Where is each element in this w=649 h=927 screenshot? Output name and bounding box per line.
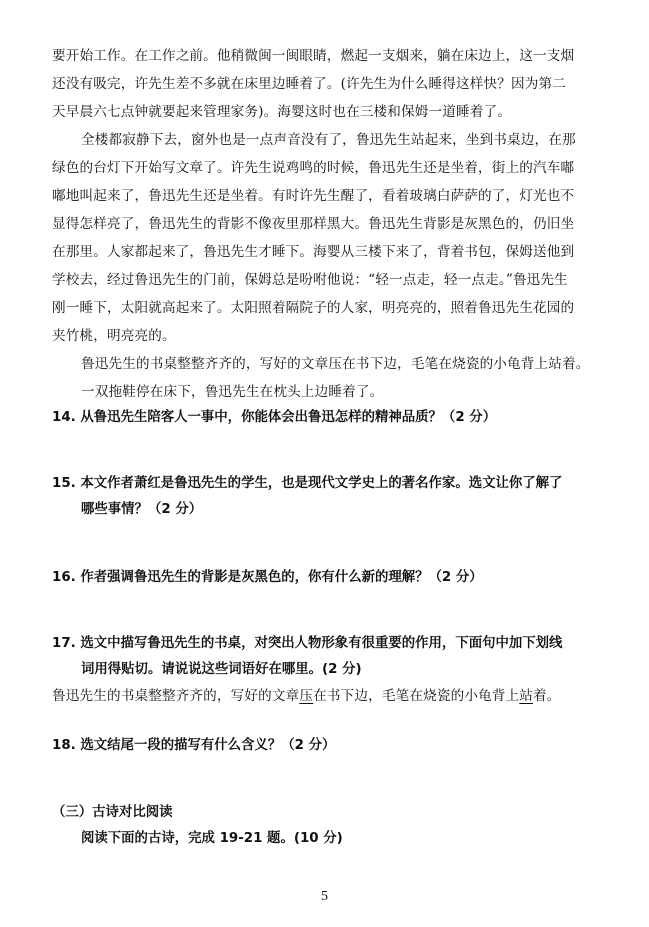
question-16: 16. 作者强调鲁迅先生的背影是灰黑色的，你有什么新的理解？（2 分） [52,570,483,585]
sentence-part: 鲁迅先生的书桌整整齐齐的，写好的文章 [52,688,300,704]
question-17-sentence [52,684,561,704]
underlined-word-zhan: 站 [519,688,534,704]
passage-line: 嘟地叫起来了，鲁迅先生还是坐着。有时许先生醒了，看着玻璃白萨萨的了，灯光也不 [52,188,575,204]
question-15-continuation: 哪些事情？（2 分） [81,502,203,517]
passage-line: 天早晨六七点钟就要起来管理家务)。海婴这时也在三楼和保姆一道睡着了。 [52,104,511,120]
passage-line: 鲁迅先生的书桌整整齐齐的，写好的文章压在书下边，毛笔在烧瓷的小龟背上站着。 [81,356,590,372]
passage-line: 一双拖鞋停在床下，鲁迅先生在枕头上边睡着了。 [81,384,384,400]
passage-line: 要开始工作。在工作之前。他稍微闽一闽眼睛，燃起一支烟来，躺在床边上，这一支烟 [52,48,575,64]
section-instruction: 阅读下面的古诗，完成 19-21 题。(10 分) [81,831,343,846]
passage-line: 全楼都寂静下去，窗外也是一点声音没有了，鲁迅先生站起来，坐到书桌边，在那 [81,132,576,148]
sentence-part: 在书下边，毛笔在烧瓷的小龟背上 [313,688,520,704]
question-17-continuation: 词用得贴切。请说说这些词语好在哪里。(2 分) [81,662,362,677]
passage-line: 显得怎样亮了，鲁迅先生的背影不像夜里那样黑大。鲁迅先生背影是灰黑色的，仍旧坐 [52,216,575,232]
passage-line: 学校去，经过鲁迅先生的门前，保姆总是吩咐他说：“轻一点走，轻一点走。”鲁迅先生 [52,272,568,288]
page-number: 5 [321,889,328,904]
question-14: 14. 从鲁迅先生陪客人一事中，你能体会出鲁迅怎样的精神品质？（2 分） [52,410,497,425]
underlined-word-ya: 压 [299,688,314,704]
passage-line: 还没有吸完，许先生差不多就在床里边睡着了。(许先生为什么睡得这样快？因为第二 [52,76,566,92]
question-15: 15. 本文作者萧红是鲁迅先生的学生，也是现代文学史上的著名作家。选文让你了解了 [52,476,563,491]
question-18: 18. 选文结尾一段的描写有什么含义？（2 分） [52,738,336,753]
question-17: 17. 选文中描写鲁迅先生的书桌，对突出人物形象有很重要的作用，下面句中加下划线 [52,636,563,651]
passage-line: 夹竹桃，明亮亮的。 [52,328,176,344]
sentence-part: 着。 [533,688,561,704]
section-heading: （三）古诗对比阅读 [52,805,173,820]
passage-line: 刚一睡下，太阳就高起来了。太阳照着隔院子的人家，明亮亮的，照着鲁迅先生花园的 [52,300,575,316]
passage-line: 绿色的台灯下开始写文章了。许先生说鸡鸣的时候，鲁迅先生还是坐着，街上的汽车嘟 [52,160,575,176]
passage-line: 在那里。人家都起来了，鲁迅先生才睡下。海婴从三楼下来了，背着书包，保姆送他到 [52,244,575,260]
